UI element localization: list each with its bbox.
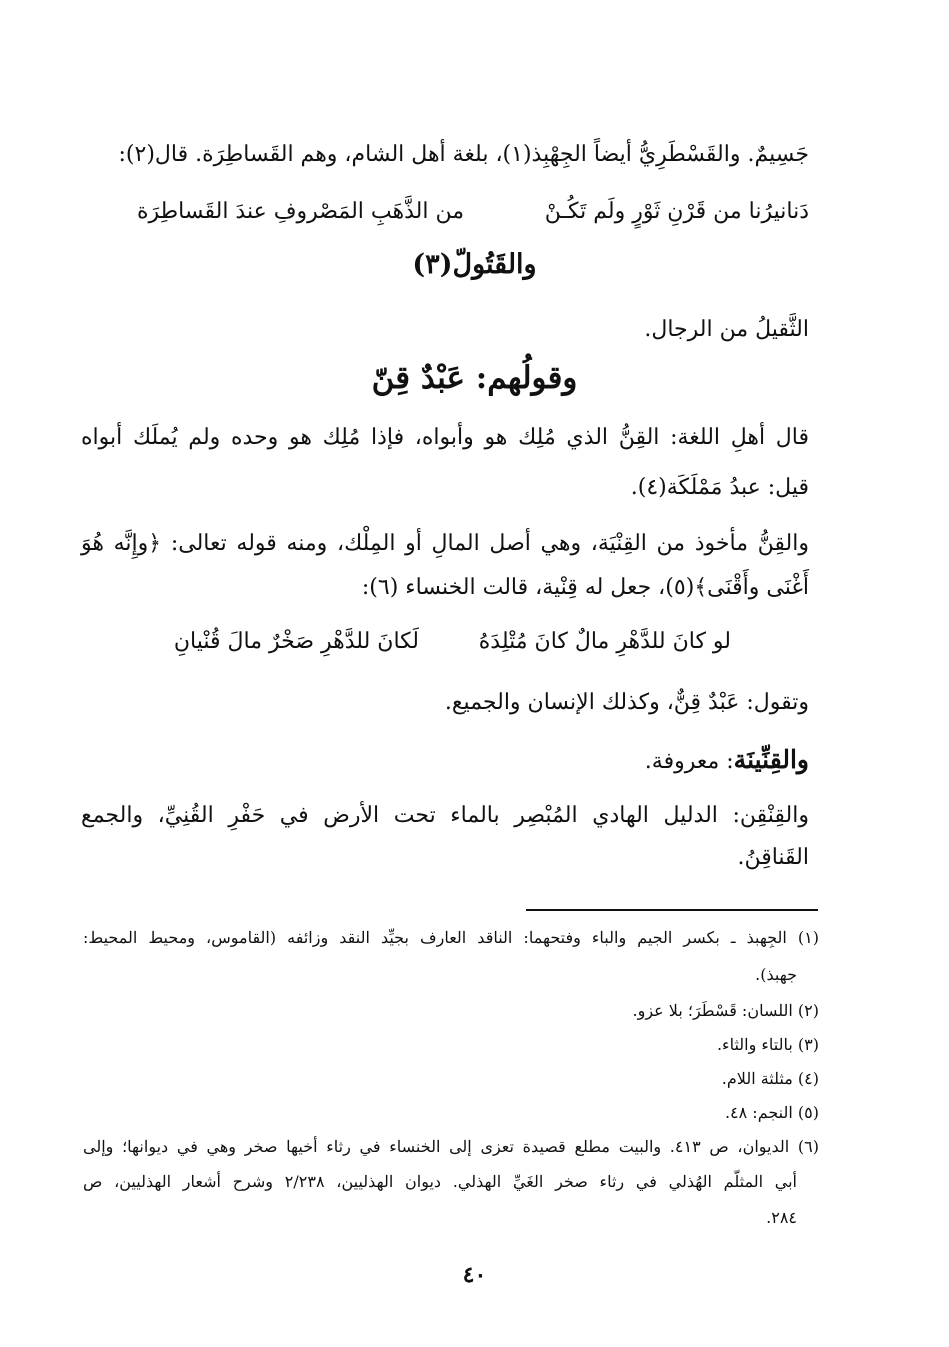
paragraph-line (645, 745, 809, 774)
entry-heading: والقِنِّينَة (733, 745, 809, 774)
footnote-line: (١) الجِهبذ ـ بكسر الجيم والباء وفتحهما: الناقد العارف بجيِّد النقد وزائفه (القاموس، ومحيط المحيط: (83, 928, 819, 947)
paragraph-line: قيل: عبدُ مَمْلَكَة(٤). (630, 475, 809, 500)
entry-heading: والقَتُولّ(٣) (412, 249, 537, 280)
paragraph-line: الثَّقيلُ من الرجال. (644, 317, 809, 342)
footnote-line: (٣) بالتاء والثاء. (716, 1035, 819, 1054)
footnote-line: جهبذ). (755, 965, 797, 984)
page-number: ٤٠ (462, 1262, 487, 1288)
footnote-separator (526, 909, 818, 911)
definition-text: : معروفة. (644, 749, 734, 774)
verse-hemistich-right: دَنانيرُنا من قَرْنِ ثَوْرٍ ولَم تَكُـنْ (544, 199, 809, 224)
footnote-line: (٢) اللسان: قَسْطَرَ؛ بلا عزو. (632, 1001, 819, 1020)
paragraph-line: جَسِيمٌ. والقَسْطَرِيُّ أيضاً الجِهْبِذ(١)، بلغة أهل الشام، وهم القَساطِرَة. قال(٢): (118, 142, 809, 167)
footnote-line: ٢٨٤. (766, 1208, 797, 1227)
verse-hemistich-left: لَكانَ للدَّهْرِ صَخْرٌ مالَ قُنْيانِ (173, 629, 419, 654)
paragraph-line: والقِنْقِن: الدليل الهادي المُبْصِر بالماء تحت الأرض في حَفْرِ القُنِيِّ، والجمع (81, 803, 809, 828)
section-heading: وقولُهم: عَبْدٌ قِنّ (371, 360, 578, 396)
paragraph-line: أَغْنَى وأَقْنَى﴾(٥)، جعل له قِنْية، قالت الخنساء (٦): (361, 575, 809, 600)
paragraph-line: القَناقِنُ. (737, 845, 809, 870)
paragraph-line: والقِنُّ مأخوذ من القِنْيَة، وهي أصل المالِ أو المِلْك، ومنه قوله تعالى: ﴿وإِنَّه هُوَ (81, 531, 809, 556)
footnote-line: (٤) مثلثة اللام. (721, 1069, 819, 1088)
footnote-line: أبي المثلّم الهُذلي في رثاء صخر الغَيِّ الهذلي. ديوان الهذليين، ٢/٢٣٨ وشرح أشعار الهذليين، ص (83, 1172, 797, 1191)
paragraph-line: قال أهلِ اللغة: القِنُّ الذي مُلِك هو وأبواه، فإذا مُلِك هو وحده ولم يُملَك أبواه (81, 425, 809, 450)
verse-hemistich-left: من الذَّهَبِ المَصْروفِ عندَ القَساطِرَة (136, 199, 464, 224)
footnote-line: (٦) الديوان، ص ٤١٣. والبيت مطلع قصيدة تعزى إلى الخنساء في رثاء أخيها صخر وهي في ديوانها؛ وإلى (83, 1137, 820, 1156)
footnote-line: (٥) النجم: ٤٨. (724, 1103, 819, 1122)
verse-hemistich-right: لو كانَ للدَّهْرِ مالٌ كانَ مُتْلِدَهُ (478, 629, 731, 654)
paragraph-line: وتقول: عَبْدٌ قِنٌّ، وكذلك الإنسان والجميع. (444, 690, 809, 715)
